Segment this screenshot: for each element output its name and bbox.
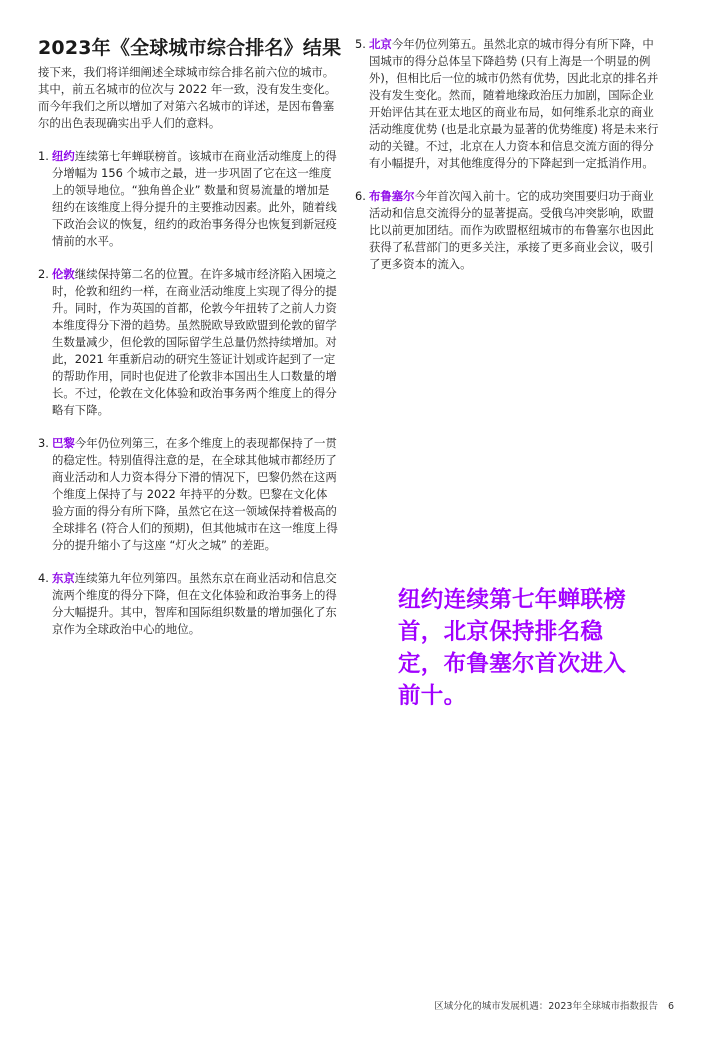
item-description: 今年仍位列第五。虽然北京的城市得分有所下降，中国城市的得分总体呈下降趋势 (只有上海是一个明显的例外)，但相比后一位的城市仍然有优势，因此北京的排名并没有发生变化。然而，随着地缘政治压力加剧，国际企业开始评估其在亚太地区的商业布局，如何维系北京的商业活动维度优势 (也是北京最为显著的优势维度) 将是未来行动的关键。不过，北京在人力资本和信息交流方面的得分有小幅提升，对其他维度得分的下降起到一定抵消作用。: [369, 37, 659, 170]
intro-paragraph: 接下来，我们将详细阐述全球城市综合排名前六位的城市。其中，前五名城市的位次与 2022 年一致，没有发生变化。而今年我们之所以增加了对第六名城市的详述，是因布鲁塞尔的出色表现确实出乎人们的意料。: [38, 65, 337, 130]
ranking-item-4: [38, 570, 338, 638]
item-number: 2.: [38, 267, 49, 281]
page-title: 2023年《全球城市综合排名》结果: [38, 37, 342, 59]
item-number: 5.: [355, 37, 366, 51]
item-number: 1.: [38, 149, 49, 163]
item-number: 4.: [38, 571, 49, 585]
ranking-item-2: [38, 266, 338, 419]
city-name-beijing: 北京: [369, 37, 392, 51]
ranking-item-1: [38, 148, 338, 250]
item-number: 6.: [355, 189, 366, 203]
page-footer: [434, 998, 674, 1012]
item-description: 连续第九年位列第四。虽然东京在商业活动和信息交流两个维度的得分下降，但在文化体验和政治事务上的得分大幅提升。其中，智库和国际组织数量的增加强化了东京作为全球政治中心的地位。: [52, 571, 337, 636]
ranking-item-6: [355, 188, 665, 273]
item-description: 今年首次闯入前十。它的成功突围要归功于商业活动和信息交流得分的显著提高。受俄乌冲突影响，欧盟比以前更加团结。而作为欧盟枢纽城市的布鲁塞尔也因此获得了私营部门的更多关注，承接了更多商业会议，吸引了更多资本的流入。: [369, 189, 654, 271]
footer-report-title: 区域分化的城市发展机遇：2023年全球城市指数报告: [434, 1001, 658, 1012]
page-number: 6: [667, 1001, 674, 1012]
city-name-brussels: 布鲁塞尔: [369, 189, 415, 203]
right-column: [355, 36, 665, 289]
ranking-list-left: [38, 148, 338, 638]
ranking-item-5: [355, 36, 665, 172]
item-number: 3.: [38, 436, 49, 450]
item-description: 继续保持第二名的位置。在许多城市经济陷入困境之时，伦敦和纽约一样，在商业活动维度上实现了得分的提升。同时，作为英国的首都，伦敦今年扭转了之前人力资本维度得分下滑的趋势。虽然脱欧导致欧盟到伦敦的留学生数量减少，但伦敦的国际留学生总量仍然持续增加。对此，2021 年重新启动的研究生签证计划或许起到了一定的帮助作用，同时也促进了伦敦非本国出生人口数量的增长。不过，伦敦在文化体验和政治事务两个维度上的得分略有下降。: [52, 267, 337, 417]
city-name-paris: 巴黎: [52, 436, 75, 450]
ranking-item-3: [38, 435, 338, 554]
city-name-newyork: 纽约: [52, 149, 75, 163]
city-name-london: 伦敦: [52, 267, 75, 281]
item-description: 今年仍位列第三，在多个维度上的表现都保持了一贯的稳定性。特别值得注意的是，在全球其他城市都经历了商业活动和人力资本得分下滑的情况下，巴黎仍然在这两个维度上保持了与 2022 年持平的分数。巴黎在文化体验方面的得分有所下降，虽然它在这一领域保持着极高的全球排名 (符合人们的预期)，但其他城市在这一维度上得分的提升缩小了与这座 “灯火之城” 的差距。: [52, 436, 338, 552]
left-column: [38, 36, 342, 654]
ranking-list-right: [355, 36, 665, 273]
pull-quote: 纽约连续第七年蝉联榜首，北京保持排名稳定，布鲁塞尔首次进入前十。: [398, 587, 627, 709]
item-description: 连续第七年蝉联榜首。该城市在商业活动维度上的得分增幅为 156 个城市之最，进一步巩固了它在这一维度上的领导地位。“独角兽企业” 数量和贸易流量的增加是纽约在该维度上得分提升的主要推动因素。此外，随着线下政治会议的恢复，纽约的政治事务得分也恢复到新冠疫情前的水平。: [52, 149, 337, 248]
city-name-tokyo: 东京: [52, 571, 75, 585]
